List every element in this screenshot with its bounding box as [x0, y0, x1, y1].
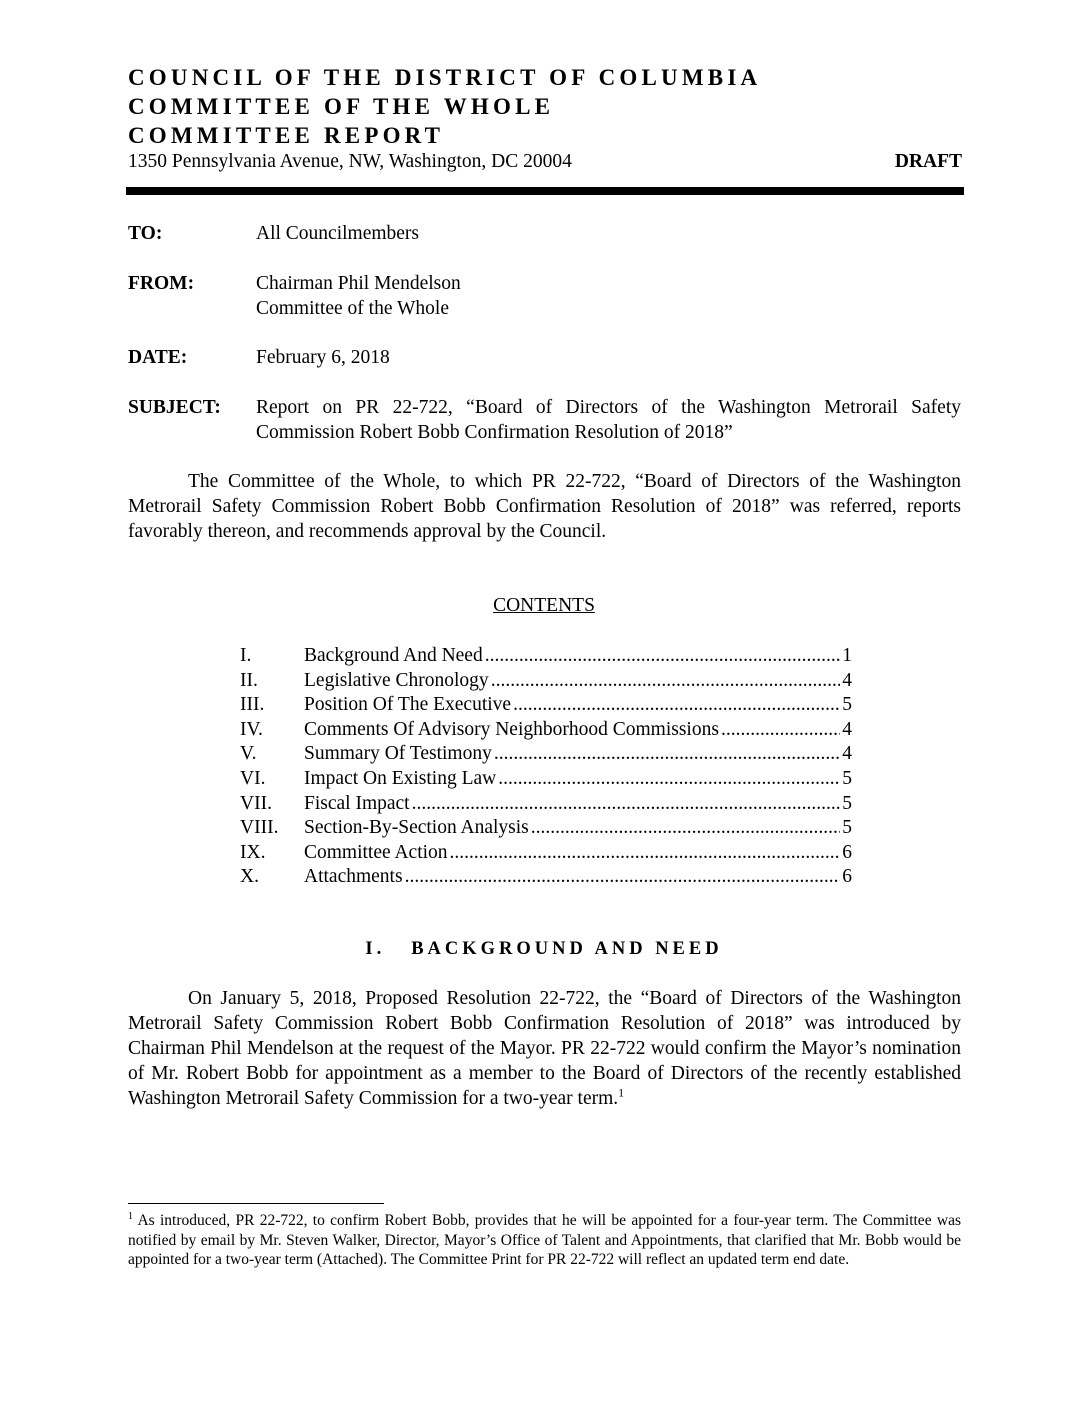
toc-entry[interactable]	[240, 816, 852, 841]
toc-entry[interactable]	[240, 644, 852, 669]
toc-entry-page: 6	[842, 866, 852, 888]
background-paragraph	[128, 986, 961, 1111]
intro-paragraph: The Committee of the Whole, to which PR 22-722, “Board of Directors of the Washington Metrorail Safety Commission Robert Bobb Confirmation Resolution of 2018” was referred, reports favorably thereon, and recommends approval by the Council.	[128, 471, 961, 542]
toc-entry-number: V.	[240, 743, 257, 765]
toc-leader-dots	[405, 865, 840, 890]
toc-entry[interactable]	[240, 841, 852, 866]
toc-entry-page: 1	[842, 645, 852, 666]
footnote-rule	[128, 1203, 384, 1204]
toc-leader-dots	[498, 767, 840, 792]
toc-leader-dots	[450, 841, 840, 866]
committee-name: COMMITTEE OF THE WHOLE	[128, 94, 555, 119]
council-address: 1350 Pennsylvania Avenue, NW, Washington, DC 20004	[128, 151, 572, 172]
toc-entry-title: Summary Of Testimony	[304, 743, 492, 765]
toc-entry-page: 5	[842, 767, 852, 789]
toc-entry-title: Attachments	[304, 866, 403, 888]
from-value-committee: Committee of the Whole	[256, 298, 449, 319]
toc-entry[interactable]	[240, 693, 852, 718]
draft-label: DRAFT	[894, 151, 962, 172]
toc-entry[interactable]	[240, 792, 852, 817]
subject-label: SUBJECT:	[128, 397, 221, 418]
toc-entry-page: 4	[842, 743, 852, 765]
toc-entry-title: Background And Need	[304, 645, 483, 666]
date-value: February 6, 2018	[256, 347, 390, 368]
subject-value: Report on PR 22-722, “Board of Directors of the Washington Metrorail Safety Commission Robert Bobb Confirmation Resolution of 2018”	[256, 397, 961, 443]
toc-entry[interactable]	[240, 669, 852, 694]
to-value: All Councilmembers	[256, 223, 420, 244]
toc-leader-dots	[485, 644, 840, 669]
toc-entry-page: 5	[842, 817, 852, 839]
toc-entry-page: 5	[842, 792, 852, 814]
section-heading	[0, 937, 1088, 962]
toc-entry-number: X.	[240, 866, 259, 888]
section-number: I.	[365, 939, 386, 959]
toc-entry[interactable]	[240, 718, 852, 743]
toc-entry-number: II.	[240, 669, 258, 691]
toc-entry-title: Comments Of Advisory Neighborhood Commissions	[304, 718, 719, 740]
toc-entry-number: I.	[240, 645, 252, 666]
section-title: BACKGROUND AND NEED	[411, 939, 723, 959]
contents-title: CONTENTS	[493, 595, 595, 616]
toc-entry-page: 6	[842, 841, 852, 863]
toc-leader-dots	[491, 669, 840, 694]
toc-entry[interactable]	[240, 767, 852, 792]
from-label: FROM:	[128, 273, 195, 294]
toc-entry-title: Committee Action	[304, 841, 448, 863]
toc-entry-number: IX.	[240, 841, 266, 863]
footnote-reference[interactable]: 1	[618, 1085, 625, 1100]
toc-entry-page: 4	[842, 669, 852, 691]
toc-leader-dots	[513, 693, 840, 718]
toc-entry-title: Fiscal Impact	[304, 792, 410, 814]
toc-entry-number: VIII.	[240, 817, 279, 839]
from-value-name: Chairman Phil Mendelson	[256, 273, 461, 294]
toc-entry-title: Section-By-Section Analysis	[304, 817, 529, 839]
toc-entry-title: Legislative Chronology	[304, 669, 489, 691]
toc-leader-dots	[721, 718, 840, 743]
report-type: COMMITTEE REPORT	[128, 123, 445, 148]
footnote	[128, 1211, 961, 1270]
toc-entry-number: III.	[240, 694, 265, 716]
footnote-marker: 1	[128, 1210, 133, 1222]
toc-leader-dots	[494, 742, 840, 767]
background-text: On January 5, 2018, Proposed Resolution 22-722, the “Board of Directors of the Washington Metrorail Safety Commission Robert Bobb Confirmation Resolution of 2018” was introduced by Chairman Phil Mendelson at the request of the Mayor. PR 22-722 would confirm the Mayor’s nomination of Mr. Robert Bobb for appointment as a member to the Board of Directors of the recently established Washington Metrorail Safety Commission for a two-year term.	[128, 988, 961, 1109]
toc-entry-page: 4	[842, 718, 852, 740]
toc-entry[interactable]	[240, 865, 852, 890]
toc-leader-dots	[531, 816, 840, 841]
toc-entry-number: IV.	[240, 718, 263, 740]
date-label: DATE:	[128, 347, 188, 368]
toc-entry-number: VII.	[240, 792, 272, 814]
toc-entry[interactable]	[240, 742, 852, 767]
footnote-text: As introduced, PR 22-722, to confirm Robert Bobb, provides that he will be appointed for a four-year term. The Committee was notified by email by Mr. Steven Walker, Director, Mayor’s Office of Talent and Appointments, that clarified that Mr. Bobb would be appointed for a two-year term (Attached). The Committee Print for PR 22-722 will reflect an updated term end date.	[128, 1212, 961, 1268]
toc-entry-page: 5	[842, 694, 852, 716]
to-label: TO:	[128, 223, 163, 244]
table-of-contents	[240, 644, 852, 890]
toc-entry-title: Impact On Existing Law	[304, 767, 497, 789]
toc-leader-dots	[412, 792, 840, 817]
toc-entry-title: Position Of The Executive	[304, 694, 512, 716]
council-name: COUNCIL OF THE DISTRICT OF COLUMBIA	[128, 65, 762, 90]
header-rule	[126, 187, 964, 195]
toc-entry-number: VI.	[240, 767, 266, 789]
